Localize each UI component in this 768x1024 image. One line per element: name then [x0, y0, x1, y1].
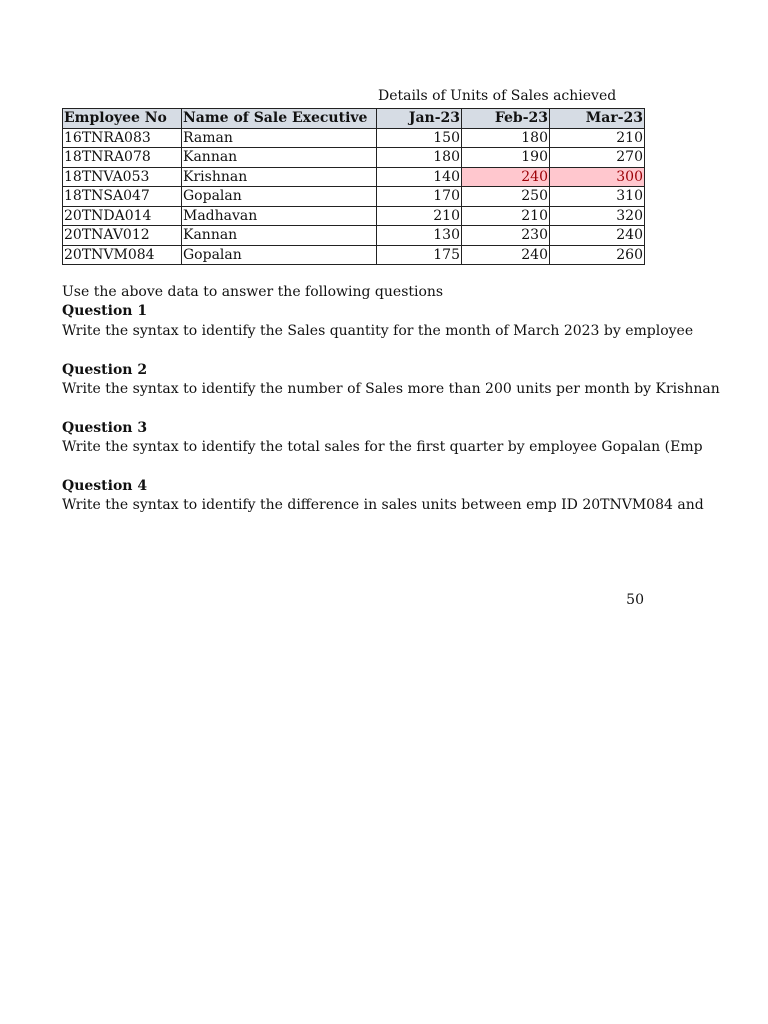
cell-mar[interactable]: 260: [550, 245, 645, 265]
cell-name[interactable]: Raman: [182, 128, 377, 148]
questions-intro: Use the above data to answer the following questions: [62, 284, 444, 300]
blank-row: [62, 341, 644, 360]
table-row: [63, 148, 645, 168]
cell-feb[interactable]: 180: [462, 128, 550, 148]
page-number: 50: [626, 592, 644, 608]
header-employee-no[interactable]: Employee No: [63, 109, 182, 129]
cell-mar[interactable]: 240: [550, 226, 645, 246]
table-header-row: [63, 109, 645, 129]
blank-row: [62, 458, 644, 477]
cell-name[interactable]: Madhavan: [182, 206, 377, 226]
cell-mar[interactable]: 320: [550, 206, 645, 226]
cell-jan[interactable]: 140: [377, 167, 462, 187]
question-text: Write the syntax to identify the number of Sales more than 200 units per month by Krishnan: [62, 381, 720, 398]
table-row: [63, 167, 645, 187]
header-feb-23[interactable]: Feb-23: [462, 109, 550, 129]
header-sale-executive[interactable]: Name of Sale Executive: [182, 109, 377, 129]
cell-feb[interactable]: 250: [462, 187, 550, 207]
cell-employee-no[interactable]: 18TNVA053: [63, 167, 182, 187]
cell-employee-no[interactable]: 20TNDA014: [63, 206, 182, 226]
spreadsheet-page: [62, 0, 720, 1024]
question-text: Write the syntax to identify the Sales quantity for the month of March 2023 by employee: [62, 322, 694, 339]
question-3: [62, 419, 703, 458]
cell-feb[interactable]: 240: [462, 245, 550, 265]
cell-jan[interactable]: 170: [377, 187, 462, 207]
questions-section: [62, 283, 720, 516]
cell-feb[interactable]: 230: [462, 226, 550, 246]
cell-mar[interactable]: 210: [550, 128, 645, 148]
table-row: [63, 187, 645, 207]
cell-employee-no[interactable]: 18TNSA047: [63, 187, 182, 207]
cell-employee-no[interactable]: 20TNVM084: [63, 245, 182, 265]
cell-jan[interactable]: 210: [377, 206, 462, 226]
cell-jan[interactable]: 150: [377, 128, 462, 148]
table-row: [63, 245, 645, 265]
cell-employee-no[interactable]: 16TNRA083: [63, 128, 182, 148]
question-title: Question 4: [62, 478, 148, 495]
cell-feb[interactable]: 210: [462, 206, 550, 226]
sales-table: [62, 108, 645, 265]
cell-name[interactable]: Krishnan: [182, 167, 377, 187]
header-mar-23[interactable]: Mar-23: [550, 109, 645, 129]
header-jan-23[interactable]: Jan-23: [377, 109, 462, 129]
cell-name[interactable]: Kannan: [182, 226, 377, 246]
cell-jan[interactable]: 130: [377, 226, 462, 246]
table-caption: Details of Units of Sales achieved: [378, 88, 617, 104]
table-row: [63, 128, 645, 148]
question-text: Write the syntax to identify the difference in sales units between emp ID 20TNVM084 and: [62, 497, 704, 514]
table-row: [63, 206, 645, 226]
question-title: Question 1: [62, 303, 148, 320]
cell-jan[interactable]: 180: [377, 148, 462, 168]
question-4: [62, 477, 704, 516]
cell-mar[interactable]: 270: [550, 148, 645, 168]
question-title: Question 2: [62, 361, 148, 378]
cell-mar-highlighted[interactable]: 300: [550, 167, 645, 187]
cell-name[interactable]: Gopalan: [182, 245, 377, 265]
table-row: [63, 226, 645, 246]
question-1: [62, 302, 694, 341]
blank-row: [62, 399, 644, 418]
cell-jan[interactable]: 175: [377, 245, 462, 265]
question-text: Write the syntax to identify the total sales for the first quarter by employee Gopalan (Emp: [62, 439, 703, 456]
cell-feb[interactable]: 190: [462, 148, 550, 168]
question-title: Question 3: [62, 419, 148, 436]
cell-employee-no[interactable]: 18TNRA078: [63, 148, 182, 168]
cell-name[interactable]: Gopalan: [182, 187, 377, 207]
question-2: [62, 361, 720, 400]
cell-mar[interactable]: 310: [550, 187, 645, 207]
cell-feb-highlighted[interactable]: 240: [462, 167, 550, 187]
cell-name[interactable]: Kannan: [182, 148, 377, 168]
cell-employee-no[interactable]: 20TNAV012: [63, 226, 182, 246]
